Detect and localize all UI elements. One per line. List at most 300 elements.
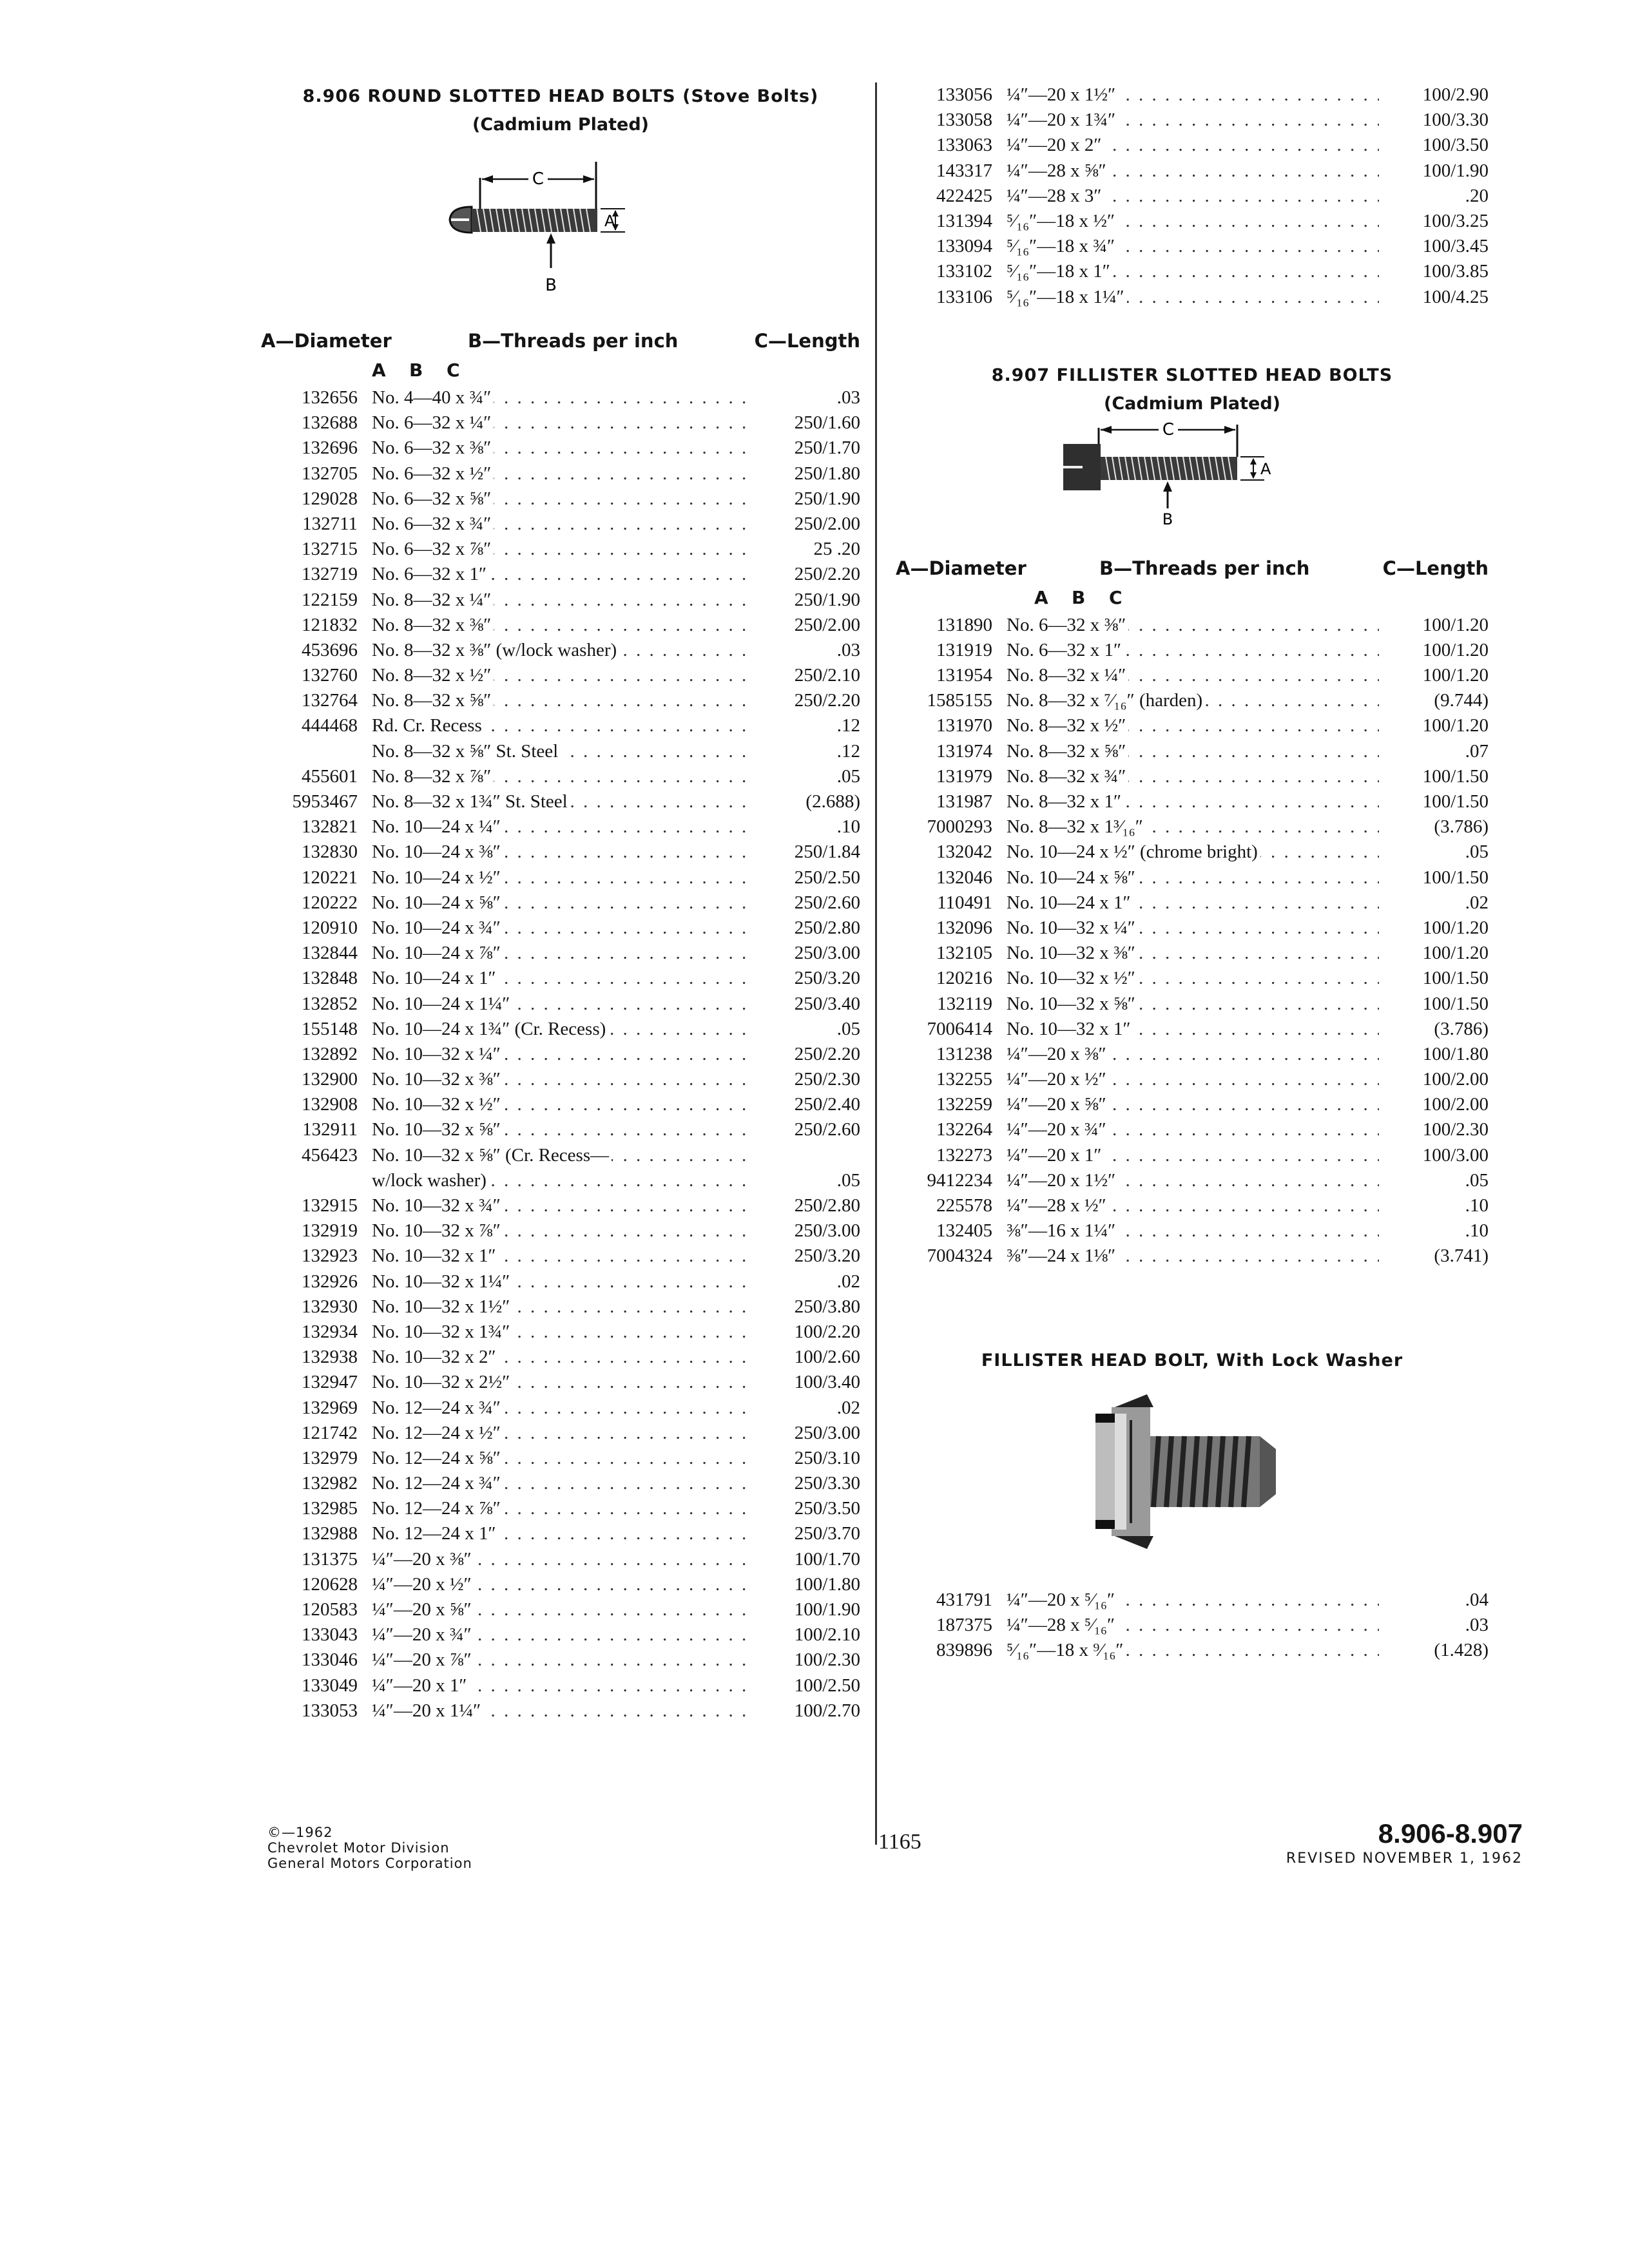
- part-number: 132259: [936, 1094, 992, 1115]
- part-description-cell: [372, 814, 751, 840]
- part-row: [261, 890, 860, 916]
- part-description: Rd. Cr. Recess: [372, 715, 485, 736]
- part-description-cell: [1007, 108, 1379, 133]
- part-price: 250/2.00: [794, 513, 860, 534]
- part-number: 132105: [936, 943, 992, 964]
- part-row: [896, 890, 1489, 916]
- part-number: 120910: [302, 917, 358, 938]
- part-description: No. 8—32 x ⅝″: [372, 690, 494, 711]
- part-description: ¼″—20 x 1¾″: [1007, 110, 1118, 130]
- part-row: [261, 1597, 860, 1622]
- part-row: [261, 1547, 860, 1572]
- part-price: 250/1.90: [794, 488, 860, 509]
- part-description-cell: [372, 1320, 751, 1345]
- part-row: [261, 613, 860, 638]
- part-number: 132821: [302, 816, 358, 838]
- part-description-cell: [372, 1597, 751, 1622]
- part-row: [896, 739, 1489, 764]
- diameter-label: A—Diameter: [896, 557, 1027, 579]
- copyright-block: [267, 1825, 472, 1871]
- abc-a: A: [1034, 586, 1048, 608]
- part-price: 100/3.45: [1422, 236, 1489, 257]
- abc-header-8906: [261, 356, 860, 385]
- part-price: 250/3.50: [794, 1498, 860, 1519]
- part-number: 422425: [936, 185, 992, 206]
- part-description: ¼″—28 x 3″: [1007, 186, 1104, 206]
- part-description-cell: [372, 1143, 751, 1168]
- part-number: 129028: [302, 488, 358, 509]
- part-number: 444468: [302, 715, 358, 736]
- part-row: [261, 916, 860, 941]
- part-description-cell: [372, 1345, 751, 1370]
- part-row: [261, 1521, 860, 1546]
- part-price: .05: [836, 1169, 860, 1191]
- publisher-corporation: General Motors Corporation: [267, 1856, 472, 1871]
- abc-c: C: [1109, 586, 1123, 608]
- part-price: 250/2.20: [794, 1043, 860, 1064]
- part-description-cell: [372, 1017, 751, 1042]
- part-description-cell: [372, 789, 751, 814]
- part-price: 100/2.60: [794, 1347, 860, 1368]
- part-description: No. 8—32 x ⅝″: [1007, 741, 1128, 762]
- part-description: No. 10—32 x 1″: [372, 1245, 499, 1266]
- part-price: 250/3.00: [794, 1220, 860, 1242]
- part-number: 431791: [936, 1589, 992, 1610]
- part-description: No. 8—32 x ½″: [372, 665, 494, 686]
- part-description: ¼″—20 x 1½″: [1007, 1170, 1118, 1191]
- part-description: ¼″—20 x ⅜″: [1007, 1044, 1109, 1064]
- part-row: [261, 638, 860, 663]
- part-row: [261, 840, 860, 865]
- part-number: 132096: [936, 917, 992, 938]
- section-subtitle-8906: (Cadmium Plated): [472, 115, 649, 135]
- part-description-cell: [1007, 1092, 1379, 1117]
- part-description: ¼″—20 x ⅜″: [372, 1549, 474, 1570]
- part-description-cell: [1007, 638, 1379, 663]
- part-row: [261, 865, 860, 890]
- part-description-cell: [1007, 865, 1379, 890]
- figure-label-a: A: [604, 212, 615, 230]
- part-description: No. 10—32 x ⅜″: [372, 1069, 503, 1090]
- part-price: 100/2.20: [794, 1321, 860, 1342]
- part-number: 132764: [302, 690, 358, 711]
- part-description-cell: [372, 562, 751, 587]
- part-description-cell: [372, 840, 751, 865]
- part-price: .05: [836, 765, 860, 787]
- part-description: No. 12—24 x 1″: [372, 1523, 499, 1544]
- part-price: 250/2.10: [794, 665, 860, 686]
- part-description: ¼″—20 x ¾″: [372, 1624, 474, 1645]
- column-labels-8906: [261, 326, 860, 356]
- part-description: No. 6—32 x 1″: [1007, 640, 1124, 660]
- part-description: ⁵⁄₁₆″—18 x 1¼″: [1007, 287, 1127, 307]
- part-price: (3.741): [1434, 1245, 1489, 1267]
- part-price: 250/2.60: [794, 892, 860, 913]
- part-number: 132852: [302, 993, 358, 1014]
- part-row: [261, 1092, 860, 1117]
- part-number: 121742: [302, 1422, 358, 1443]
- left-column: [261, 82, 860, 1724]
- part-description: No. 10—32 x ¼″: [1007, 918, 1138, 938]
- part-number: 131238: [936, 1043, 992, 1064]
- part-description: ¼″—20 x ½″: [1007, 1069, 1109, 1090]
- part-description-cell: [1007, 259, 1379, 284]
- part-row: [896, 234, 1489, 259]
- part-price: 100/1.20: [1422, 715, 1489, 736]
- part-price: .03: [836, 639, 860, 660]
- part-description-cell: [1007, 764, 1379, 789]
- part-row: [896, 1588, 1489, 1613]
- part-description: No. 10—32 x ¼″: [372, 1044, 503, 1064]
- part-number: 131919: [936, 639, 992, 660]
- section-range: 8.906-8.907: [1378, 1818, 1523, 1849]
- part-row: [896, 764, 1489, 789]
- part-description: No. 10—32 x ⅝″: [1007, 994, 1138, 1014]
- section-subtitle-8907: (Cadmium Plated): [1104, 393, 1280, 414]
- part-description-cell: [372, 1521, 751, 1546]
- part-description-cell: [372, 613, 751, 638]
- part-number: 131970: [936, 715, 992, 736]
- part-row: [896, 259, 1489, 284]
- part-price: 250/1.84: [794, 841, 860, 863]
- part-description-cell: [372, 890, 751, 916]
- part-price: 100/3.30: [1422, 110, 1489, 131]
- part-description-cell: [372, 713, 751, 738]
- part-row: [896, 789, 1489, 814]
- part-number: 155148: [302, 1018, 358, 1039]
- part-row: [261, 436, 860, 461]
- part-row: [896, 108, 1489, 133]
- part-number: 120583: [302, 1599, 358, 1620]
- part-number: 132947: [302, 1372, 358, 1393]
- part-description-cell: [1007, 613, 1379, 638]
- part-price: (2.688): [805, 791, 860, 812]
- part-description-cell: [372, 916, 751, 941]
- part-number: 132926: [302, 1271, 358, 1292]
- part-row: [896, 159, 1489, 184]
- part-number: 132938: [302, 1347, 358, 1368]
- part-number: 133046: [302, 1649, 358, 1671]
- part-description-cell: [1007, 739, 1379, 764]
- part-row: [896, 840, 1489, 865]
- part-description: No. 10—32 x ⅜″: [1007, 943, 1138, 963]
- part-price: 100/2.50: [794, 1675, 860, 1696]
- part-row: [896, 1117, 1489, 1142]
- part-description: No. 12—24 x ½″: [372, 1423, 503, 1443]
- part-price: .10: [836, 816, 860, 838]
- part-price: 250/2.50: [794, 867, 860, 888]
- part-description: No. 10—24 x 1″: [372, 968, 499, 988]
- part-number: 132830: [302, 841, 358, 863]
- part-price: 250/2.00: [794, 614, 860, 635]
- part-price: .05: [1465, 1169, 1489, 1191]
- abc-b: B: [1072, 586, 1086, 608]
- part-description: No. 8—32 x ⁷⁄₁₆″ (harden): [1007, 690, 1205, 711]
- part-row: [261, 1673, 860, 1698]
- part-price: 25 .20: [813, 539, 860, 560]
- part-description-cell: [372, 1218, 751, 1244]
- part-description: ¼″—20 x 1½″: [1007, 84, 1118, 105]
- part-number: 133056: [936, 84, 992, 105]
- part-price: .10: [1465, 1220, 1489, 1242]
- part-number: 132255: [936, 1069, 992, 1090]
- length-label: C—Length: [754, 330, 860, 352]
- part-price: 250/1.80: [794, 463, 860, 484]
- part-description-cell: [372, 1168, 751, 1193]
- part-description: ¼″—20 x ⁵⁄₁₆″: [1007, 1590, 1117, 1610]
- part-price: 100/1.50: [1422, 791, 1489, 812]
- part-description-cell: [1007, 789, 1379, 814]
- part-price: 100/3.40: [794, 1372, 860, 1393]
- part-description-cell: [372, 638, 751, 663]
- part-price: .03: [1465, 1614, 1489, 1635]
- publisher-division: Chevrolet Motor Division: [267, 1840, 450, 1856]
- part-description: No. 10—24 x ⅝″: [372, 892, 503, 913]
- part-number: 133053: [302, 1700, 358, 1721]
- part-row: [261, 1471, 860, 1496]
- part-number: 9412234: [927, 1169, 992, 1191]
- part-price: 100/1.20: [1422, 614, 1489, 635]
- threads-label: B—Threads per inch: [467, 330, 679, 352]
- part-price: 100/1.90: [794, 1599, 860, 1620]
- part-price: 250/3.10: [794, 1447, 860, 1468]
- figure-label-b: B: [1162, 510, 1173, 528]
- part-description: ¼″—28 x ½″: [1007, 1195, 1109, 1216]
- part-description-cell: [372, 1117, 751, 1142]
- part-description-cell: [1007, 1067, 1379, 1092]
- part-description: No. 6—32 x ⅜″: [1007, 615, 1128, 635]
- part-description-cell: [1007, 840, 1379, 865]
- part-price: 250/2.80: [794, 917, 860, 938]
- part-description: No. 6—32 x ⅞″: [372, 539, 494, 559]
- part-description-cell: [372, 1496, 751, 1521]
- part-price: .02: [836, 1271, 860, 1292]
- part-number: 132985: [302, 1498, 358, 1519]
- part-price: (3.786): [1434, 1018, 1489, 1039]
- round-head-bolt-figure: [432, 139, 689, 307]
- part-description-cell: [372, 1042, 751, 1067]
- part-description-cell: [1007, 1117, 1379, 1142]
- part-number: 132688: [302, 412, 358, 434]
- part-row: [896, 688, 1489, 713]
- part-description: No. 10—24 x ⅝″: [1007, 867, 1138, 888]
- part-number: 132719: [302, 564, 358, 585]
- part-description-cell: [1007, 1244, 1379, 1269]
- part-description: No. 8—32 x ⅜″: [372, 615, 494, 635]
- part-description: ¼″—28 x ⁵⁄₁₆″: [1007, 1615, 1117, 1635]
- part-row: [261, 1067, 860, 1092]
- part-row: [896, 82, 1489, 108]
- part-row: [261, 789, 860, 814]
- part-description: No. 10—32 x 2″: [372, 1347, 499, 1367]
- part-number: 132923: [302, 1245, 358, 1267]
- part-number: 132042: [936, 841, 992, 863]
- part-number: 131979: [936, 765, 992, 787]
- part-description: No. 10—32 x ½″: [1007, 968, 1138, 988]
- part-description: ¼″—20 x ⅞″: [372, 1649, 474, 1670]
- part-description-cell: [372, 764, 751, 789]
- part-price: 100/1.90: [1422, 160, 1489, 181]
- part-number: 121832: [302, 614, 358, 635]
- part-description: No. 10—24 x ½″: [372, 867, 503, 888]
- part-price: 250/3.40: [794, 993, 860, 1014]
- part-number: 122159: [302, 589, 358, 610]
- part-row: [896, 1244, 1489, 1269]
- part-number: 132715: [302, 539, 358, 560]
- part-number: 456423: [302, 1144, 358, 1166]
- part-description-cell: [372, 1193, 751, 1218]
- part-number: 7000293: [927, 816, 992, 838]
- part-description-cell: [1007, 1638, 1379, 1663]
- part-price: 250/1.70: [794, 437, 860, 459]
- part-number: 132930: [302, 1296, 358, 1317]
- part-description-cell: [1007, 688, 1379, 713]
- part-number: 132848: [302, 968, 358, 989]
- part-description: No. 12—24 x ⅝″: [372, 1448, 503, 1468]
- part-number: 132705: [302, 463, 358, 484]
- part-number: 110491: [937, 892, 992, 913]
- abc-header-8907: [896, 583, 1489, 613]
- part-description-cell: [372, 486, 751, 512]
- part-row: [261, 992, 860, 1017]
- part-description-cell: [1007, 916, 1379, 941]
- part-description: No. 12—24 x ¾″: [372, 1398, 503, 1418]
- part-price: 250/2.40: [794, 1094, 860, 1115]
- part-number: 132979: [302, 1447, 358, 1468]
- part-price: 100/1.50: [1422, 867, 1489, 888]
- part-price: 250/3.30: [794, 1473, 860, 1494]
- part-row: [896, 285, 1489, 310]
- part-price: .02: [836, 1397, 860, 1418]
- part-row: [896, 133, 1489, 158]
- part-row: [896, 184, 1489, 209]
- part-price: 100/3.85: [1422, 261, 1489, 282]
- part-description: No. 10—32 x 1¾″: [372, 1321, 512, 1342]
- part-description: No. 6—32 x ½″: [372, 463, 494, 484]
- part-price: 100/4.25: [1422, 286, 1489, 307]
- part-number: 132911: [302, 1119, 358, 1140]
- part-row: [896, 916, 1489, 941]
- part-description-cell: [372, 461, 751, 486]
- part-row: [896, 1613, 1489, 1638]
- part-number: 132119: [937, 993, 992, 1014]
- part-row: [896, 941, 1489, 966]
- part-row: [261, 1648, 860, 1673]
- part-description: ¼″—20 x ¾″: [1007, 1119, 1109, 1140]
- part-number: 131954: [936, 665, 992, 686]
- part-description: No. 6—32 x ¼″: [372, 412, 494, 433]
- part-description-cell: [1007, 814, 1379, 840]
- part-description-cell: [372, 663, 751, 688]
- abc-a: A: [372, 360, 386, 381]
- part-price: 100/3.25: [1422, 210, 1489, 231]
- part-description-cell: [372, 512, 751, 537]
- part-row: [261, 588, 860, 613]
- part-number: 132934: [302, 1321, 358, 1342]
- part-description-cell: [372, 436, 751, 461]
- part-description-cell: [1007, 1042, 1379, 1067]
- part-description: No. 10—24 x 1¾″ (Cr. Recess): [372, 1019, 608, 1039]
- part-description-cell: [1007, 713, 1379, 738]
- part-description-cell: [1007, 1218, 1379, 1244]
- part-number: 133049: [302, 1675, 358, 1696]
- part-row: [261, 1269, 860, 1294]
- part-description: ⅜″—16 x 1¼″: [1007, 1220, 1118, 1241]
- column-labels-8907: [896, 553, 1489, 583]
- part-row: [261, 713, 860, 738]
- part-number: 132844: [302, 943, 358, 964]
- right-column: [896, 82, 1489, 1663]
- part-description: No. 10—32 x 1¼″: [372, 1271, 512, 1292]
- part-description: No. 10—32 x 2½″: [372, 1372, 512, 1392]
- part-description: No. 12—24 x ¾″: [372, 1473, 503, 1494]
- part-price: 250/2.60: [794, 1119, 860, 1140]
- part-price: .04: [1465, 1589, 1489, 1610]
- part-row: [261, 1017, 860, 1042]
- part-description-cell: [1007, 1017, 1379, 1042]
- part-price: .03: [836, 387, 860, 408]
- part-row: [261, 739, 860, 764]
- part-description: No. 10—24 x 1″: [1007, 892, 1133, 913]
- part-number: 839896: [936, 1639, 992, 1660]
- part-price: 250/2.20: [794, 564, 860, 585]
- part-description: No. 8—32 x ½″: [1007, 715, 1128, 736]
- part-description-cell: [372, 1698, 751, 1724]
- part-price: 250/1.90: [794, 589, 860, 610]
- part-price: 100/2.70: [794, 1700, 860, 1721]
- part-description-cell: [1007, 159, 1379, 184]
- part-row: [896, 992, 1489, 1017]
- part-description-cell: [1007, 1143, 1379, 1168]
- part-row: [896, 638, 1489, 663]
- part-description-cell: [372, 1446, 751, 1471]
- part-description: No. 6—32 x ⅜″: [372, 437, 494, 458]
- part-description-cell: [1007, 1168, 1379, 1193]
- part-description: ¼″—20 x ⅝″: [372, 1599, 474, 1620]
- part-price: 100/1.20: [1422, 917, 1489, 938]
- part-number: 131987: [936, 791, 992, 812]
- part-price: 250/3.70: [794, 1523, 860, 1544]
- copyright-year: ©—1962: [267, 1825, 333, 1840]
- part-description-cell: [1007, 1193, 1379, 1218]
- part-price: 100/1.20: [1422, 665, 1489, 686]
- part-description: ¼″—20 x 1″: [1007, 1145, 1104, 1166]
- part-price: .05: [836, 1018, 860, 1039]
- part-description: No. 4—40 x ¾″: [372, 387, 494, 408]
- part-row: [896, 814, 1489, 840]
- part-price: 100/1.20: [1422, 639, 1489, 660]
- part-price: 250/1.60: [794, 412, 860, 434]
- part-number: 133058: [936, 110, 992, 131]
- part-description: No. 8—32 x 1″: [1007, 791, 1124, 812]
- part-description: No. 10—24 x ⅞″: [372, 943, 503, 963]
- part-description-cell: [372, 865, 751, 890]
- part-number: 5953467: [292, 791, 358, 812]
- part-number: 132711: [302, 513, 358, 534]
- part-number: 133094: [936, 236, 992, 257]
- part-description: No. 10—24 x ⅜″: [372, 841, 503, 862]
- part-description: No. 10—32 x ⅝″: [372, 1119, 503, 1140]
- part-row: [261, 1396, 860, 1421]
- part-price: 100/1.80: [1422, 1043, 1489, 1064]
- part-description: No. 10—24 x 1¼″: [372, 994, 512, 1014]
- section-title-8907: 8.907 FILLISTER SLOTTED HEAD BOLTS: [991, 365, 1393, 385]
- threads-label: B—Threads per inch: [1099, 557, 1310, 579]
- part-description: No. 10—32 x ⅞″: [372, 1220, 503, 1241]
- part-price: 100/2.10: [794, 1624, 860, 1646]
- part-description-cell: [372, 992, 751, 1017]
- part-price: 100/2.30: [1422, 1119, 1489, 1140]
